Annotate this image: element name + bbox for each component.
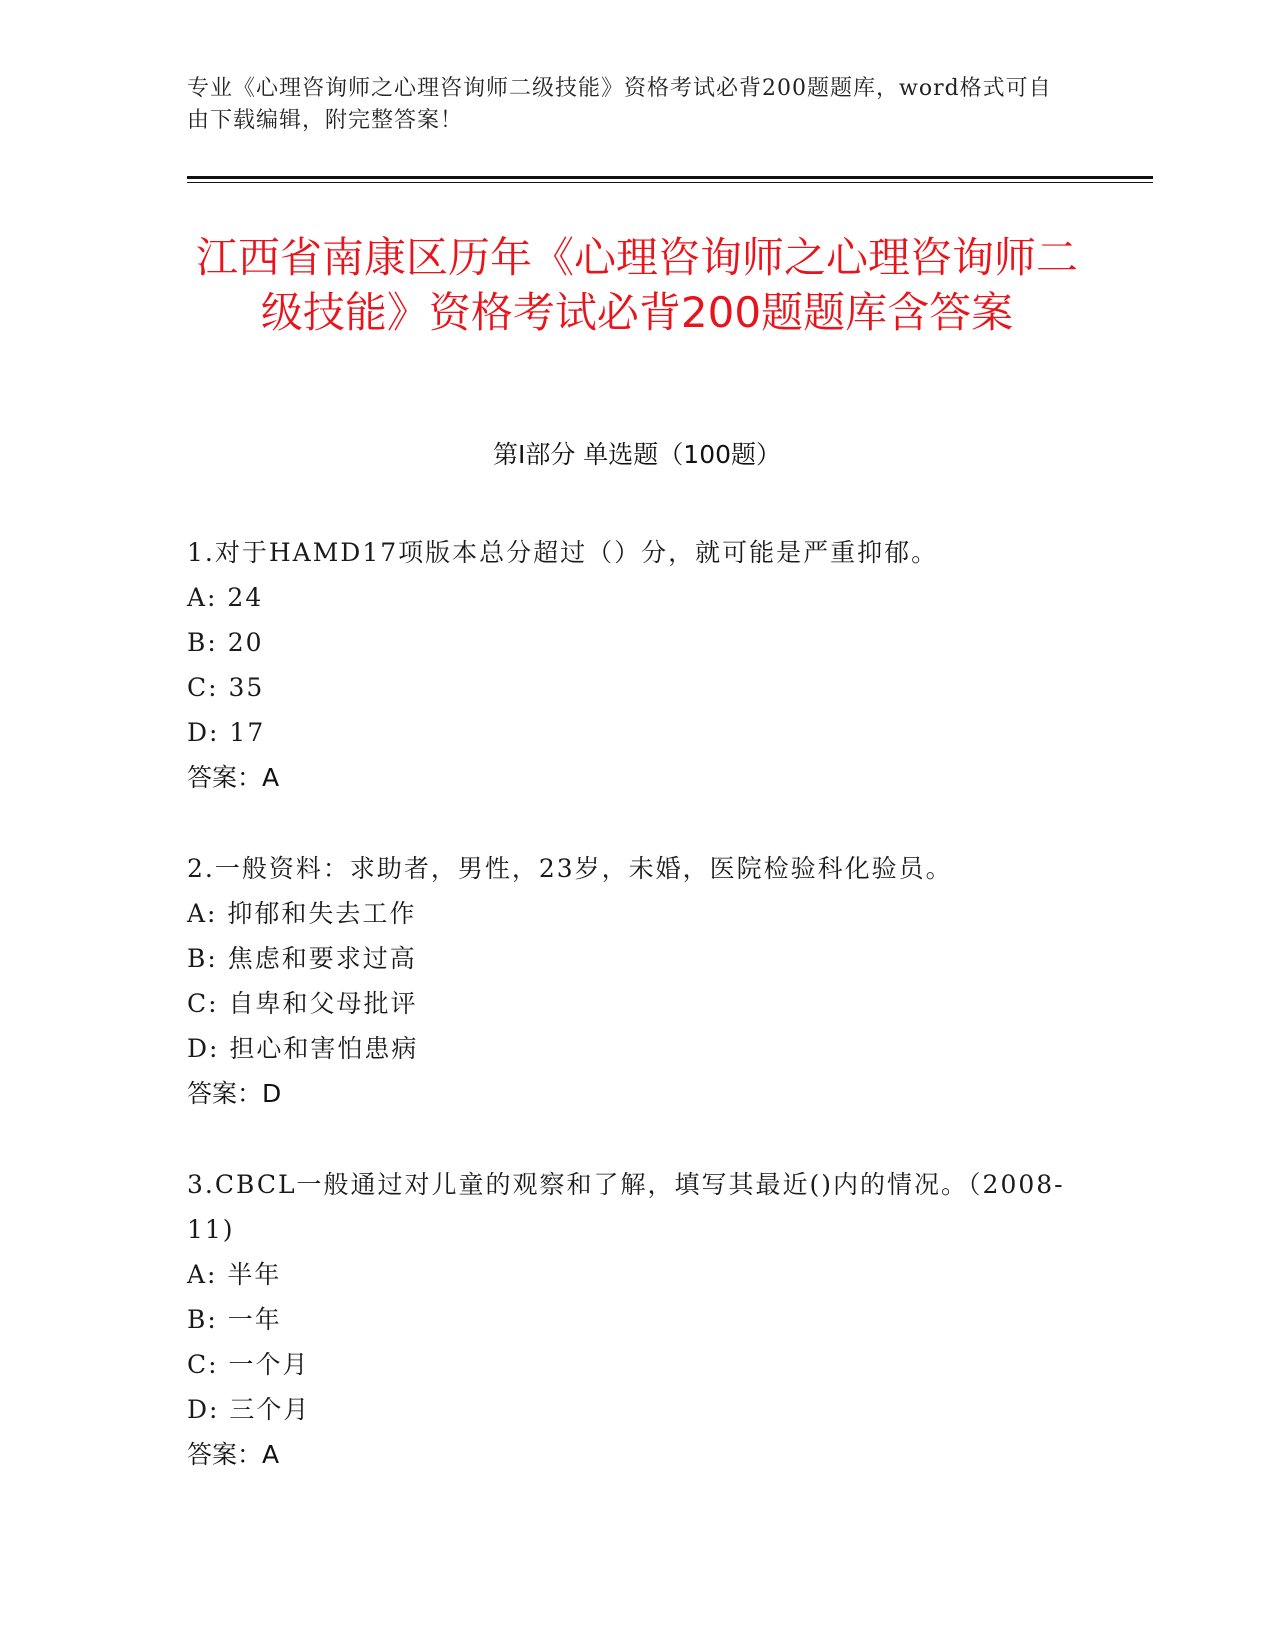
option-c: C: 35 [187, 673, 265, 702]
question-stem: 1.对于HAMD17项版本总分超过（）分，就可能是严重抑郁。 [187, 538, 939, 567]
header-divider-thick [187, 176, 1153, 179]
option-a: A: 抑郁和失去工作 [187, 899, 417, 928]
section-heading: 第I部分 单选题（100题） [492, 440, 782, 469]
answer: 答案：A [187, 763, 280, 792]
question-stem: 2.一般资料：求助者，男性，23岁，未婚，医院检验科化验员。 [187, 854, 953, 883]
question-3 [187, 1162, 1067, 1477]
document-title: 江西省南康区历年《心理咨询师之心理咨询师二级技能》资格考试必背200题题库含答案 [195, 233, 1078, 337]
option-b: B: 20 [187, 628, 264, 657]
header-divider-thin [187, 182, 1153, 183]
question-2 [187, 846, 1067, 1116]
option-b: B: 一年 [187, 1305, 282, 1334]
option-d: D: 17 [187, 718, 266, 747]
question-stem: 3.CBCL一般通过对儿童的观察和了解，填写其最近()内的情况。（2008-11) [187, 1170, 1065, 1244]
question-list [187, 530, 1067, 1523]
option-a: A: 24 [187, 583, 264, 612]
option-d: D: 担心和害怕患病 [187, 1034, 419, 1063]
option-a: A: 半年 [187, 1260, 282, 1289]
header-note: 专业《心理咨询师之心理咨询师二级技能》资格考试必背200题题库，word格式可自由下载编辑，附完整答案！ [187, 76, 1052, 133]
question-1 [187, 530, 1067, 800]
option-b: B: 焦虑和要求过高 [187, 944, 417, 973]
option-c: C: 自卑和父母批评 [187, 989, 418, 1018]
option-d: D: 三个月 [187, 1395, 311, 1424]
answer: 答案：A [187, 1440, 280, 1469]
answer: 答案：D [187, 1079, 282, 1108]
option-c: C: 一个月 [187, 1350, 310, 1379]
